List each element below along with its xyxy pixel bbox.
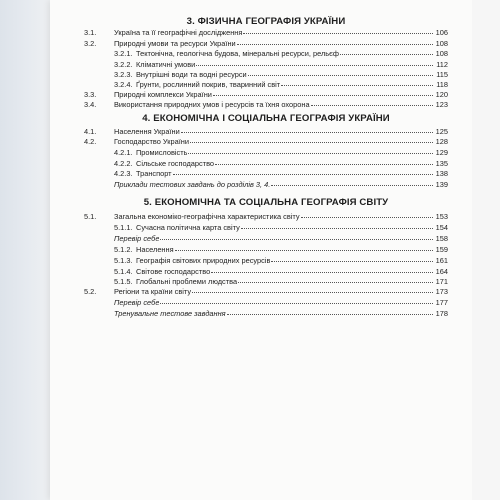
section-heading: 4. ЕКОНОМІЧНА І СОЦІАЛЬНА ГЕОГРАФІЯ УКРАЇНИ bbox=[142, 113, 390, 124]
dot-leader bbox=[181, 131, 433, 133]
entry-title: Сільське господарство bbox=[136, 159, 215, 168]
entry-number: 3.2. bbox=[84, 39, 97, 48]
entry-title: Промисловість bbox=[136, 148, 188, 157]
dot-leader bbox=[301, 216, 433, 218]
entry-number: 4.2.1. bbox=[114, 148, 133, 157]
entry-page: 138 bbox=[435, 169, 448, 178]
entry-page: 118 bbox=[436, 80, 448, 89]
dot-leader bbox=[237, 43, 433, 45]
entry-title: Господарство України bbox=[114, 137, 189, 146]
entry-number: 4.2.2. bbox=[114, 159, 133, 168]
entry-title: Перевір себе bbox=[114, 234, 160, 243]
entry-title: Транспорт bbox=[136, 169, 172, 178]
toc-entry[interactable] bbox=[84, 211, 448, 222]
entry-title: Використання природних умов і ресурсів та їхня охорона bbox=[114, 100, 310, 109]
dot-leader bbox=[188, 152, 433, 154]
dot-leader bbox=[243, 32, 433, 34]
dot-leader bbox=[311, 104, 433, 106]
dot-leader bbox=[271, 260, 433, 262]
entry-number: 3.4. bbox=[84, 100, 97, 109]
dot-leader bbox=[196, 64, 433, 66]
entry-title: Тренувальне тестове завдання bbox=[114, 309, 226, 318]
entry-page: 158 bbox=[435, 234, 448, 243]
dot-leader bbox=[160, 302, 433, 304]
entry-page: 164 bbox=[435, 267, 448, 276]
entry-page: 128 bbox=[435, 137, 448, 146]
dot-leader bbox=[281, 84, 433, 86]
toc-entry[interactable] bbox=[84, 99, 448, 110]
toc-subentry[interactable] bbox=[84, 255, 448, 266]
entry-title: Перевір себе bbox=[114, 298, 160, 307]
entry-title: Населення bbox=[136, 245, 174, 254]
entry-title: Кліматичні умови bbox=[136, 60, 196, 69]
entry-title: Ґрунти, рослинний покрив, тваринний світ bbox=[136, 80, 281, 89]
entry-page: 153 bbox=[435, 212, 448, 221]
dot-leader bbox=[271, 184, 433, 186]
entry-number: 5.2. bbox=[84, 287, 97, 296]
toc-subentry[interactable] bbox=[84, 48, 448, 59]
entry-page: 106 bbox=[435, 28, 448, 37]
dot-leader bbox=[340, 53, 433, 55]
entry-number: 3.2.1. bbox=[114, 49, 133, 58]
entry-title: Україна та її географічні дослідження bbox=[114, 28, 243, 37]
entry-number: 5.1.4. bbox=[114, 267, 133, 276]
dot-leader bbox=[241, 227, 433, 229]
entry-title: Сучасна політична карта світу bbox=[136, 223, 240, 232]
entry-page: 139 bbox=[435, 180, 448, 189]
entry-title: Внутрішні води та водні ресурси bbox=[136, 70, 247, 79]
entry-page: 123 bbox=[435, 100, 448, 109]
entry-title: Глобальні проблеми людства bbox=[136, 277, 238, 286]
entry-number: 5.1.2. bbox=[114, 245, 133, 254]
entry-title: Приклади тестових завдань до розділів 3, 4. bbox=[114, 180, 271, 189]
entry-title: Населення України bbox=[114, 127, 180, 136]
dot-leader bbox=[190, 141, 433, 143]
toc-subentry[interactable] bbox=[84, 233, 448, 244]
dot-leader bbox=[213, 94, 433, 96]
dot-leader bbox=[238, 281, 433, 283]
page-gutter-shadow bbox=[0, 0, 50, 500]
entry-title: Світове господарство bbox=[136, 267, 211, 276]
entry-page: 129 bbox=[435, 148, 448, 157]
entry-title: Географія світових природних ресурсів bbox=[136, 256, 271, 265]
entry-title: Природні умови та ресурси України bbox=[114, 39, 236, 48]
entry-number: 5.1.1. bbox=[114, 223, 133, 232]
toc-subentry[interactable] bbox=[84, 179, 448, 190]
entry-page: 120 bbox=[435, 90, 448, 99]
entry-number: 3.2.3. bbox=[114, 70, 133, 79]
entry-number: 4.1. bbox=[84, 127, 97, 136]
dot-leader bbox=[211, 271, 433, 273]
entry-number: 5.1.3. bbox=[114, 256, 133, 265]
entry-page: 125 bbox=[435, 127, 448, 136]
dot-leader bbox=[227, 313, 433, 315]
dot-leader bbox=[215, 163, 433, 165]
dot-leader bbox=[192, 291, 433, 293]
entry-number: 5.1. bbox=[84, 212, 97, 221]
entry-title: Тектонічна, геологічна будова, мінеральні ресурси, рельєф bbox=[136, 49, 339, 58]
entry-page: 178 bbox=[435, 309, 448, 318]
toc-subentry[interactable] bbox=[84, 308, 448, 319]
toc-subentry[interactable] bbox=[84, 222, 448, 233]
toc-subentry[interactable] bbox=[84, 297, 448, 308]
dot-leader bbox=[248, 74, 433, 76]
dot-leader bbox=[160, 238, 433, 240]
toc-entry[interactable] bbox=[84, 286, 448, 297]
dot-leader bbox=[173, 173, 433, 175]
toc-entry[interactable] bbox=[84, 27, 448, 38]
entry-title: Природні комплекси України bbox=[114, 90, 212, 99]
section-heading: 5. ЕКОНОМІЧНА ТА СОЦІАЛЬНА ГЕОГРАФІЯ СВІТУ bbox=[143, 197, 389, 208]
entry-page: 154 bbox=[435, 223, 448, 232]
entry-title: Загальна економіко-географічна характеристика світу bbox=[114, 212, 300, 221]
entry-title: Регіони та країни світу bbox=[114, 287, 192, 296]
entry-page: 108 bbox=[435, 49, 448, 58]
section-heading: 3. ФІЗИЧНА ГЕОГРАФІЯ УКРАЇНИ bbox=[186, 16, 346, 27]
entry-number: 5.1.5. bbox=[114, 277, 133, 286]
entry-page: 159 bbox=[435, 245, 448, 254]
toc-entry[interactable] bbox=[84, 136, 448, 147]
toc-subentry[interactable] bbox=[84, 244, 448, 255]
entry-page: 115 bbox=[436, 70, 448, 79]
entry-page: 135 bbox=[435, 159, 448, 168]
entry-page: 161 bbox=[435, 256, 448, 265]
entry-number: 3.3. bbox=[84, 90, 97, 99]
entry-number: 4.2. bbox=[84, 137, 97, 146]
page-right-edge bbox=[472, 0, 500, 500]
entry-number: 3.1. bbox=[84, 28, 97, 37]
toc-subentry[interactable] bbox=[84, 147, 448, 158]
entry-page: 173 bbox=[435, 287, 448, 296]
entry-page: 177 bbox=[435, 298, 448, 307]
toc-subentry[interactable] bbox=[84, 168, 448, 179]
entry-page: 112 bbox=[436, 60, 448, 69]
entry-page: 108 bbox=[435, 39, 448, 48]
dot-leader bbox=[175, 249, 433, 251]
entry-number: 4.2.3. bbox=[114, 169, 133, 178]
entry-number: 3.2.2. bbox=[114, 60, 133, 69]
entry-page: 171 bbox=[435, 277, 448, 286]
entry-number: 3.2.4. bbox=[114, 80, 133, 89]
